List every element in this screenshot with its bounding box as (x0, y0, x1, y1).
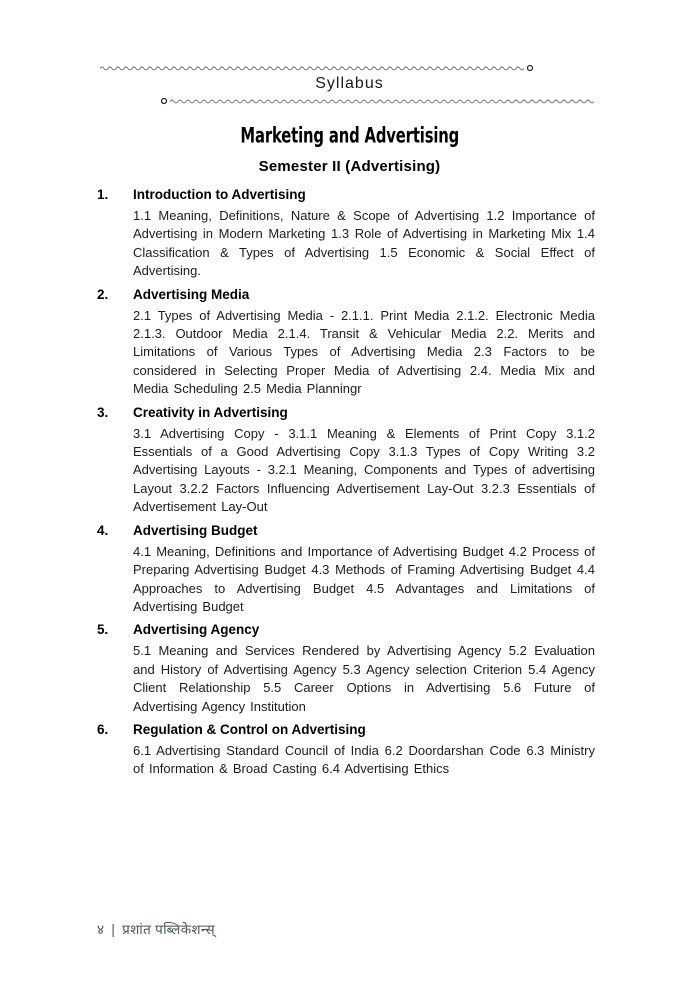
section-heading: Creativity in Advertising (133, 404, 288, 420)
section-number: 5. (97, 622, 109, 638)
section-heading: Advertising Budget (133, 522, 258, 538)
section-heading: Advertising Agency (133, 622, 260, 638)
section-content (133, 521, 595, 617)
publisher-name: प्रशांत पब्लिकेशन्स् (122, 922, 215, 937)
section-number: 6. (97, 721, 109, 737)
section-heading: Advertising Media (133, 286, 250, 302)
section-body: 3.1 Advertising Copy - 3.1.1 Meaning & Elements of Print Copy 3.1.2 Essentials of a Good Advertising Copy 3.1.3 Types of Copy Writing 3.2 Advertising Layouts - 3.2.1 Meaning, Components and Types of advertising Layout 3.2.2 Factors Influencing Advertisement Lay-Out 3.2.3 Essentials of Advertisement Lay-Out (133, 425, 595, 515)
section-introduction-to-advertising (97, 185, 595, 281)
page-footer (97, 920, 215, 938)
section-regulation-and-control (97, 720, 595, 779)
document-title-text: Marketing and Advertising (240, 122, 459, 148)
section-content (133, 285, 595, 399)
section-number: 3. (97, 404, 109, 420)
section-heading: Introduction to Advertising (133, 187, 306, 202)
section-number: 1. (97, 187, 109, 202)
section-body: 2.1 Types of Advertising Media - 2.1.1. Print Media 2.1.2. Electronic Media 2.1.3. Outdoor Media 2.1.4. Transit & Vehicular Media 2.2. Merits and Limitations of Various Types of Advertising Media 2.3 Factors to be considered in Selecting Proper Media of Advertising 2.4. Media Mix and Media Scheduling 2.5 Media Planningr (133, 307, 595, 397)
squiggle-line-top-graphic (100, 64, 540, 72)
page-number: ४ (97, 922, 105, 937)
footer-separator: | (111, 922, 116, 937)
syllabus-sections (97, 185, 595, 783)
section-body: 5.1 Meaning and Services Rendered by Advertising Agency 5.2 Evaluation and History of Advertising Agency 5.3 Agency selection Criterion 5.4 Agency Client Relationship 5.5 Career Options in Advertising 5.6 Future of Advertising Agency Institution (133, 643, 595, 714)
section-content (133, 185, 595, 281)
section-content (133, 403, 595, 517)
section-advertising-media (97, 285, 595, 399)
section-body: 1.1 Meaning, Definitions, Nature & Scope of Advertising 1.2 Importance of Advertising in Modern Marketing 1.3 Role of Advertising in Marketing Mix 1.4 Classification & Types of Advertising 1.5 Economic & Social Effect of Advertising. (133, 208, 595, 279)
section-content (133, 620, 595, 716)
page-header-label: Syllabus (315, 75, 384, 92)
section-number: 4. (97, 522, 109, 538)
ring-ornament-icon (162, 99, 167, 104)
section-body: 4.1 Meaning, Definitions and Importance of Advertising Budget 4.2 Process of Preparing Advertising Budget 4.3 Methods of Framing Advertising Budget 4.4 Approaches to Advertising Budget 4.5 Advantages and Limitations of Advertising Budget (133, 543, 595, 614)
section-advertising-budget (97, 521, 595, 617)
section-body: 6.1 Advertising Standard Council of India 6.2 Doordarshan Code 6.3 Ministry of Information & Broad Casting 6.4 Advertising Ethics (133, 742, 595, 777)
section-advertising-agency (97, 620, 595, 716)
document-title (0, 123, 699, 147)
document-subtitle: Semester II (Advertising) (258, 158, 441, 175)
section-creativity-in-advertising (97, 403, 595, 517)
section-heading: Regulation & Control on Advertising (133, 721, 366, 737)
ring-ornament-icon (528, 66, 533, 71)
section-content (133, 720, 595, 779)
squiggle-line-bottom-graphic (161, 97, 599, 105)
section-number: 2. (97, 286, 109, 302)
decorative-rule-top (100, 64, 540, 72)
decorative-rule-bottom (161, 97, 599, 105)
